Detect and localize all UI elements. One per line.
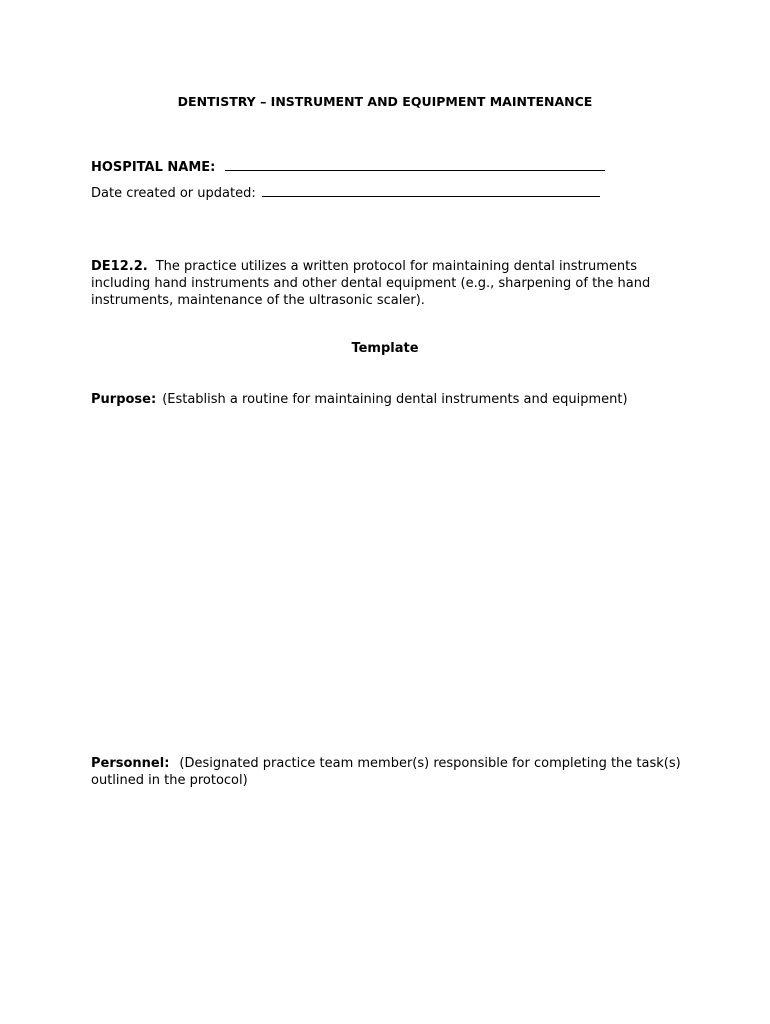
hospital-name-blank[interactable] <box>225 159 605 171</box>
purpose-section <box>91 391 691 408</box>
standard-id: DE12.2. <box>91 259 148 274</box>
date-updated-label: Date created or updated: <box>91 186 256 201</box>
personnel-text: (Designated practice team member(s) responsible for completing the task(s) outlined in the protocol) <box>91 756 681 788</box>
date-updated-blank[interactable] <box>262 185 600 197</box>
template-heading: Template <box>351 341 419 356</box>
hospital-name-field <box>91 159 691 175</box>
date-updated-field <box>91 185 691 201</box>
standard-text: The practice utilizes a written protocol for maintaining dental instruments including hand instruments and other dental equipment (e.g., sharpening of the hand instruments, maintenance of the ultrasonic scaler). <box>91 259 651 308</box>
standard-paragraph <box>91 258 691 309</box>
purpose-label: Purpose: <box>91 392 157 407</box>
hospital-name-label: HOSPITAL NAME: <box>91 160 216 175</box>
personnel-section <box>91 755 681 789</box>
purpose-text: (Establish a routine for maintaining dental instruments and equipment) <box>162 392 628 407</box>
personnel-label: Personnel: <box>91 756 170 771</box>
document-title: DENTISTRY – INSTRUMENT AND EQUIPMENT MAINTENANCE <box>177 94 593 109</box>
